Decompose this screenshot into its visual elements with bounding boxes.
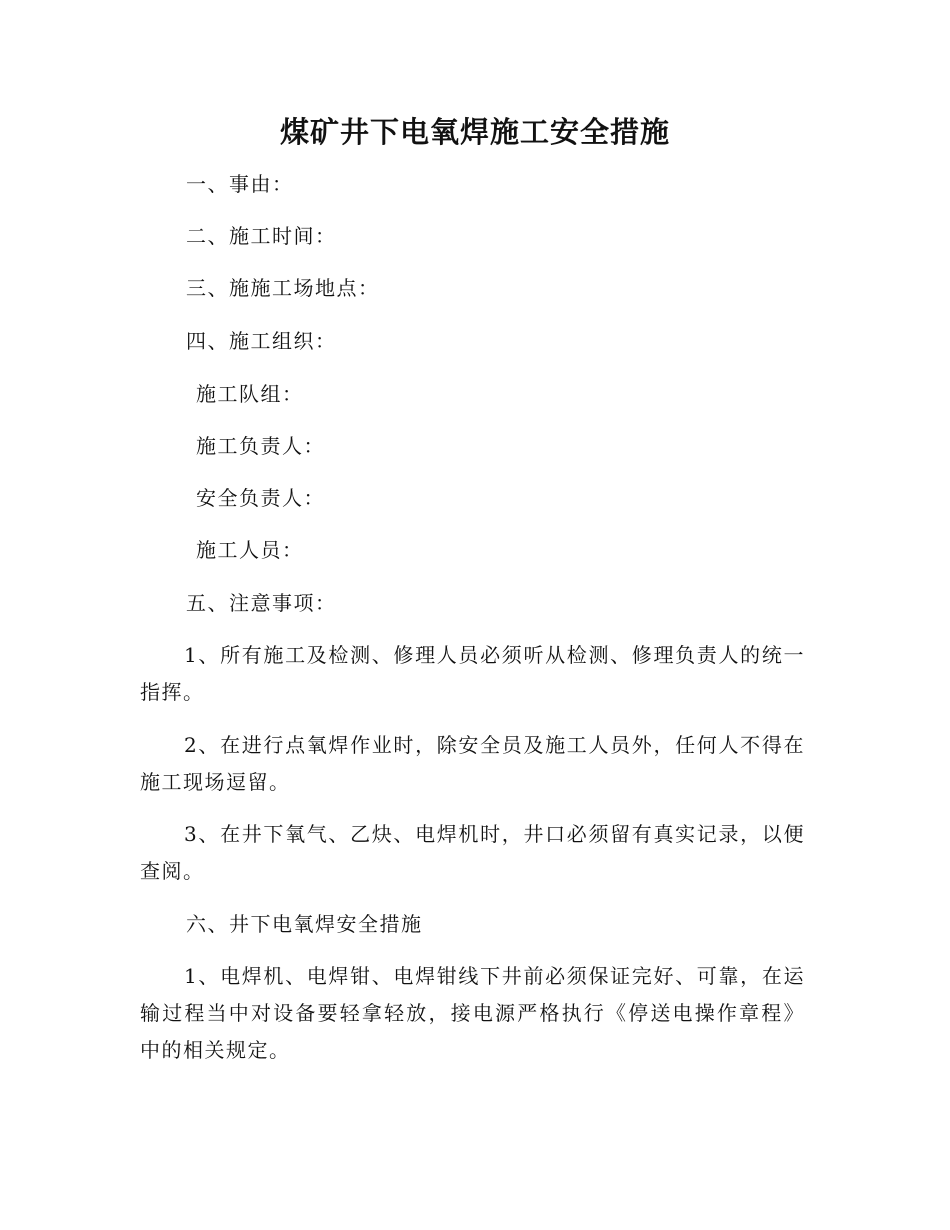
measures-heading: 六、井下电氧焊安全措施	[186, 912, 423, 936]
measure-item-1: 1、电焊机、电焊钳、电焊钳线下井前必须保证完好、可靠，在运输过程当中对设备要轻拿轻放，接电源严格执行《停送电操作章程》中的相关规定。	[140, 964, 805, 1062]
notes-heading: 五、注意事项：	[186, 591, 337, 615]
field-leader: 施工负责人：	[196, 434, 325, 458]
heading-reason: 一、事由：	[186, 172, 294, 196]
note-item-1: 1、所有施工及检测、修理人员必须听从检测、修理负责人的统一指挥。	[140, 643, 805, 704]
field-safety-officer: 安全负责人：	[196, 486, 325, 510]
heading-location: 三、施施工场地点：	[186, 276, 380, 300]
field-workers: 施工人员：	[196, 538, 304, 562]
note-item-2: 2、在进行点氧焊作业时，除安全员及施工人员外，任何人不得在施工现场逗留。	[140, 733, 805, 794]
note-item-3: 3、在井下氧气、乙炔、电焊机时，井口必须留有真实记录，以便查阅。	[140, 822, 805, 883]
document-title: 煤矿井下电氧焊施工安全措施	[279, 115, 670, 149]
heading-organization: 四、施工组织：	[186, 329, 337, 353]
heading-time: 二、施工时间：	[186, 224, 337, 248]
field-team: 施工队组：	[196, 382, 304, 406]
